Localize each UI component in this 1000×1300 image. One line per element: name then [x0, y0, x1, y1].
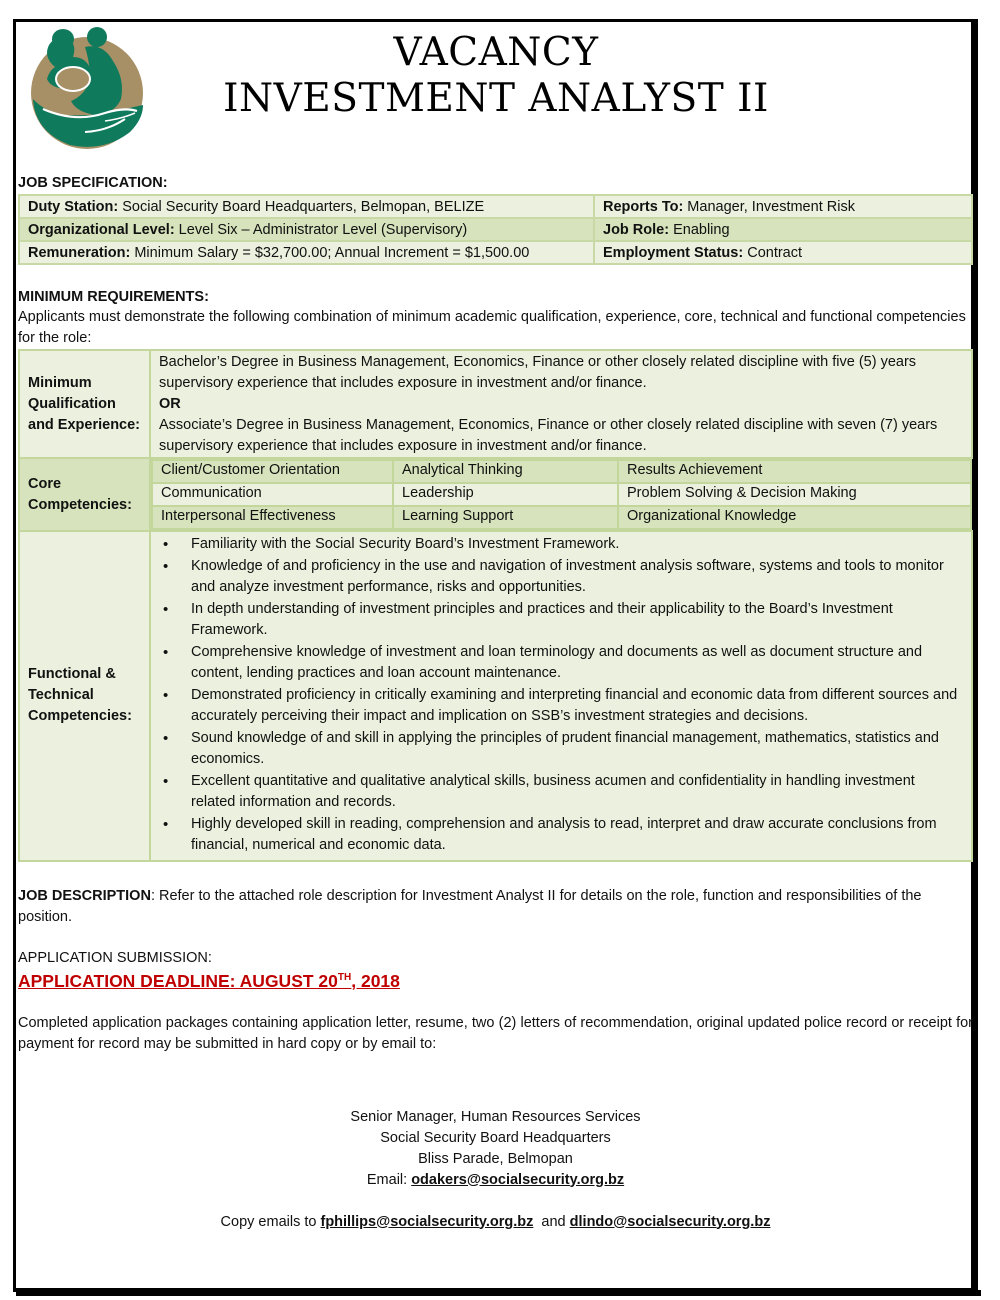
minimum-requirements-heading: MINIMUM REQUIREMENTS: — [18, 289, 209, 305]
application-packages-text: Completed application packages containing application letter, resume, two (2) letters of recommendation, original updated police record or receipt for payment for record may be submitted in hard copy or by email to: — [18, 1014, 973, 1052]
copy-and: and — [533, 1213, 570, 1230]
list-item: • Demonstrated proficiency in critically examining and interpreting financial and economic data from different sources and accurately perceiving their impact and implication on SSB’s investment strategies and decisions. — [159, 685, 963, 728]
list-item: • Excellent quantitative and qualitative analytical skills, business acumen and confidentiality in handling investment related information and records. — [159, 771, 963, 814]
contact-email-line — [18, 1170, 973, 1191]
core-row — [152, 506, 971, 529]
duty-station-value: Social Security Board Headquarters, Belmopan, BELIZE — [118, 198, 485, 215]
email-label: Email: — [366, 1171, 412, 1188]
functional-competencies-cell — [150, 531, 972, 861]
job-specification-table — [18, 194, 973, 265]
qualification-label: Minimum Qualification and Experience: — [19, 350, 150, 458]
job-role-value: Enabling — [669, 221, 730, 238]
functional-competencies-row — [19, 531, 972, 861]
job-role-label: Job Role: — [603, 221, 670, 238]
core-competencies-grid — [151, 459, 972, 530]
copy-email-link-1[interactable]: fphillips@socialsecurity.org.bz — [320, 1213, 534, 1230]
org-level-label: Organizational Level: — [28, 221, 175, 238]
deadline-text: APPLICATION DEADLINE: AUGUST 20 — [18, 970, 338, 991]
core-item: Client/Customer Orientation — [152, 460, 393, 483]
duty-station-label: Duty Station: — [28, 198, 119, 215]
title-vacancy: VACANCY — [393, 30, 599, 75]
qualification-or: OR — [159, 396, 181, 412]
qualification-option-2: Associate’s Degree in Business Management, Economics, Finance or other closely related discipline with seven (7) years supervisory experience that includes exposure in investment and/or finance. — [159, 417, 938, 454]
job-description-label: JOB DESCRIPTION — [18, 887, 151, 904]
list-item: • Familiarity with the Social Security Board’s Investment Framework. — [159, 534, 963, 556]
core-item: Organizational Knowledge — [618, 506, 971, 529]
requirements-table — [18, 349, 973, 862]
core-item: Leadership — [393, 483, 618, 506]
job-description — [18, 886, 973, 928]
primary-email-link[interactable]: odakers@socialsecurity.org.bz — [411, 1171, 625, 1188]
list-item: • Highly developed skill in reading, comprehension and analysis to read, interpret and draw accurate conclusions from financial, numerical and economic data. — [159, 814, 963, 857]
spec-row — [19, 195, 972, 218]
ssb-logo-icon — [25, 27, 150, 152]
spec-row — [19, 241, 972, 264]
application-deadline — [18, 969, 973, 993]
copy-prefix: Copy emails to — [220, 1213, 321, 1230]
remuneration-value: Minimum Salary = $32,700.00; Annual Increment = $1,500.00 — [130, 244, 530, 261]
deadline-year: , 2018 — [351, 970, 400, 991]
list-item: • In depth understanding of investment principles and practices and their applicability to the Board’s Investment Framework. — [159, 599, 963, 642]
list-item: • Sound knowledge of and skill in applying the principles of prudent financial management, mathematics, statistics and economics. — [159, 728, 963, 771]
functional-competencies-label: Functional & Technical Competencies: — [19, 531, 150, 861]
page-title — [156, 30, 836, 122]
copy-emails-line — [18, 1212, 973, 1233]
core-item: Results Achievement — [618, 460, 971, 483]
contact-title: Senior Manager, Human Resources Services — [350, 1108, 641, 1125]
spec-row — [19, 218, 972, 241]
core-item: Analytical Thinking — [393, 460, 618, 483]
vacancy-page — [13, 19, 978, 1292]
qualification-row — [19, 350, 972, 458]
list-item: • Comprehensive knowledge of investment and loan terminology and documents as well as document structure and content, lending practices and loan account maintenance. — [159, 642, 963, 685]
core-competencies-label: Core Competencies: — [19, 458, 150, 531]
core-row — [152, 460, 971, 483]
org-level-value: Level Six – Administrator Level (Supervisory) — [174, 221, 468, 238]
copy-email-link-2[interactable]: dlindo@socialsecurity.org.bz — [569, 1213, 771, 1230]
qualification-cell — [150, 350, 972, 458]
document-body — [18, 174, 973, 1233]
title-position: INVESTMENT ANALYST II — [223, 76, 769, 121]
contact-address — [18, 1107, 973, 1191]
job-specification-heading: JOB SPECIFICATION: — [18, 175, 168, 191]
core-competencies-row — [19, 458, 972, 531]
core-competencies-cell — [150, 458, 972, 531]
employment-status-value: Contract — [743, 244, 803, 261]
core-item: Problem Solving & Decision Making — [618, 483, 971, 506]
remuneration-label: Remuneration: — [28, 244, 131, 261]
employment-status-label: Employment Status: — [603, 244, 744, 261]
application-submission-heading: APPLICATION SUBMISSION: — [18, 949, 212, 966]
contact-street: Bliss Parade, Belmopan — [418, 1150, 573, 1167]
core-item: Interpersonal Effectiveness — [152, 506, 393, 529]
core-item: Communication — [152, 483, 393, 506]
requirements-intro: Applicants must demonstrate the following combination of minimum academic qualification, experience, core, technical and functional competencies for the role: — [18, 309, 966, 346]
contact-office: Social Security Board Headquarters — [380, 1129, 611, 1146]
qualification-option-1: Bachelor’s Degree in Business Management, Economics, Finance or other closely related discipline with five (5) years supervisory experience that includes exposure in investment and/or finance. — [159, 354, 917, 391]
job-description-text: : Refer to the attached role description for Investment Analyst II for details on the role, function and responsibilities of the position. — [18, 887, 922, 925]
core-row — [152, 483, 971, 506]
reports-to-value: Manager, Investment Risk — [683, 198, 855, 215]
deadline-ordinal: TH — [337, 971, 352, 983]
reports-to-label: Reports To: — [603, 198, 684, 215]
functional-competencies-list — [159, 534, 963, 857]
list-item: • Knowledge of and proficiency in the use and navigation of investment analysis software, systems and tools to monitor and analyze investment performance, risks and opportunities. — [159, 556, 963, 599]
core-item: Learning Support — [393, 506, 618, 529]
